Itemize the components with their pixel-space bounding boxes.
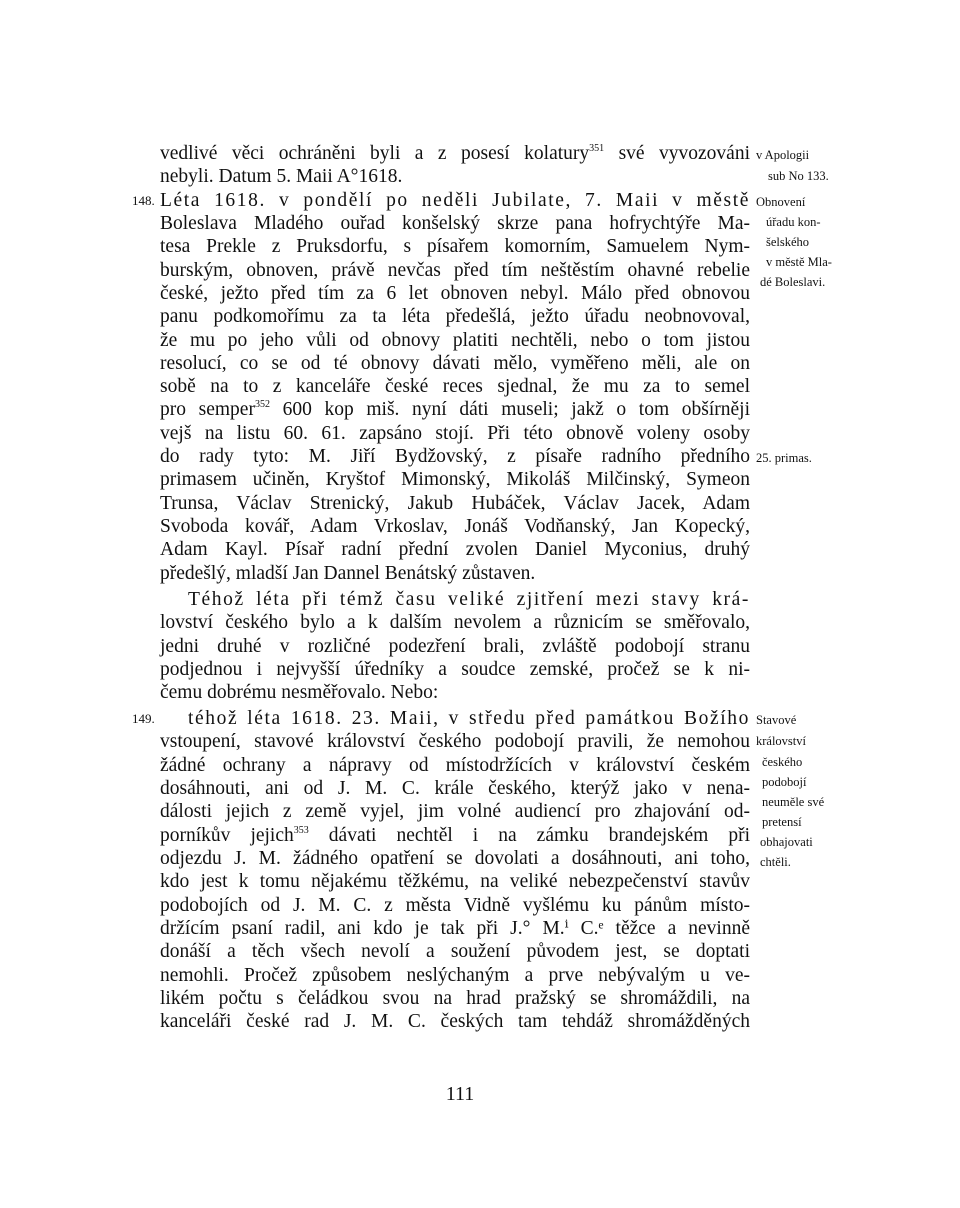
text-line: dosáhnouti, ani od J. M. C. krále českého, kterýž jako v nena- xyxy=(160,778,750,799)
margin-note: království xyxy=(756,734,806,748)
text-line: čemu dobrému nesměřovalo. Nebo: xyxy=(160,682,439,703)
text-line: podjednou i nejvyšší úředníky a soudce zemské, pročež se k ni- xyxy=(160,659,750,680)
margin-note: šelského xyxy=(766,235,810,249)
text-line: resolucí, co se od té obnovy dávati mělo, vyměřeno měli, ale on xyxy=(160,353,750,374)
margin-note: v Apologii xyxy=(756,148,810,162)
section-number: 149. xyxy=(132,711,155,726)
margin-note: Stavové xyxy=(756,713,797,727)
text-line: panu podkomořímu za ta léta předešlá, ježto úřadu neobnovoval, xyxy=(160,306,750,327)
text-line: Boleslava Mladého ouřad konšelský skrze pana hofrychtýře Ma- xyxy=(160,213,750,234)
text-line: Léta 1618. v pondělí po neděli Jubilate, 7. Maii v městě xyxy=(160,190,750,211)
text-line: vstoupení, stavové království českého podobojí pravili, že nemohou xyxy=(160,731,750,752)
text-line: do rady tyto: M. Jiří Bydžovský, z písaře radního předního xyxy=(160,446,750,467)
text-line: vejš na listu 60. 61. zapsáno stojí. Při této obnově voleny osoby xyxy=(160,423,750,444)
margin-note: sub No 133. xyxy=(768,169,829,183)
text-line: burským, obnoven, právě nevčas před tím neštěstím ohavné rebelie xyxy=(160,260,750,281)
margin-note: v městě Mla- xyxy=(766,255,832,269)
section-number: 148. xyxy=(132,193,155,208)
text-line: tesa Prekle z Pruksdorfu, s písařem komorním, Samuelem Nym- xyxy=(160,236,750,257)
text-line: vedlivé věci ochráněni byli a z posesí kolatury$^{351}$ své vyvozováni xyxy=(160,143,750,164)
text-line: kanceláři české rad J. M. C. českých tam tehdáž shromážděných xyxy=(160,1011,750,1032)
text-line: primasem učiněn, Kryštof Mimonský, Mikoláš Milčinský, Symeon xyxy=(160,469,750,490)
text-line: porníkův jejich$^{353}$ dávati nechtěl i na zámku brandejském při xyxy=(160,825,750,846)
text-line: dálosti jejich z země vyjel, jim volné audiencí pro zhajování od- xyxy=(160,801,750,822)
margin-note: podobojí xyxy=(762,775,807,789)
text-line: držícím psaní radil, ani kdo je tak při J.° M.ⁱ C.ᵉ těžce a nevinně xyxy=(160,918,750,939)
text-line: nemohli. Pročež způsobem neslýchaným a prve nebývalým u ve- xyxy=(160,965,750,986)
margin-note: obhajovati xyxy=(760,835,813,849)
text-line: Svoboda kovář, Adam Vrkoslav, Jonáš Vodňanský, Jan Kopecký, xyxy=(160,516,750,537)
text-line: jedni druhé v rozličné podezření brali, zvláště podobojí stranu xyxy=(160,636,750,657)
margin-note: chtěli. xyxy=(760,855,791,869)
margin-note: českého xyxy=(762,755,803,769)
page-number: 111 xyxy=(445,1083,475,1105)
margin-note: pretensí xyxy=(762,815,802,829)
text-line: nebyli. Datum 5. Maii A°1618. xyxy=(160,166,403,187)
text-line: že mu po jeho vůli od obnovy platiti nechtěli, nebo o tom jistou xyxy=(160,330,750,351)
margin-note: Obnovení xyxy=(756,195,806,209)
text-line: Téhož léta při témž času veliké zjitření mezi stavy krá- xyxy=(188,589,750,610)
text-line: žádné ochrany a nápravy od místodržících v království českém xyxy=(160,755,750,776)
text-line: téhož léta 1618. 23. Maii, v středu před památkou Božího xyxy=(188,708,750,729)
text-line: lovství českého bylo a k dalším nevolem a různicím se směřovalo, xyxy=(160,612,750,633)
text-line: donáší a těch všech nevolí a soužení původem jest, se doptati xyxy=(160,941,750,962)
margin-note: dé Boleslavi. xyxy=(760,275,826,289)
text-line: likém počtu s čeládkou svou na hrad pražský se shromáždili, na xyxy=(160,988,750,1009)
margin-note: úřadu kon- xyxy=(766,215,821,229)
text-line: odjezdu J. M. žádného opatření se dovolati a dosáhnouti, ani toho, xyxy=(160,848,750,869)
text-line: kdo jest k tomu nějakému těžkému, na veliké nebezpečenství stavův xyxy=(160,871,750,892)
text-line: Adam Kayl. Písař radní přední zvolen Daniel Myconius, druhý xyxy=(160,539,750,560)
text-line: předešlý, mladší Jan Dannel Benátský zůstaven. xyxy=(160,563,536,584)
text-line: pro semper$^{352}$ 600 kop miš. nyní dáti museli; jakž o tom obšírněji xyxy=(160,399,750,420)
text-line: české, ježto před tím za 6 let obnoven nebyl. Málo před obnovou xyxy=(160,283,750,304)
text-line: sobě na to z kanceláře české reces sjednal, že mu za to semel xyxy=(160,376,750,397)
text-line: Trunsa, Václav Strenický, Jakub Hubáček, Václav Jacek, Adam xyxy=(160,493,750,514)
text-line: podobojích od J. M. C. z města Vidně vyšlému ku pánům místo- xyxy=(160,895,750,916)
margin-note: neuměle své xyxy=(762,795,825,809)
margin-note: 25. primas. xyxy=(756,451,812,465)
